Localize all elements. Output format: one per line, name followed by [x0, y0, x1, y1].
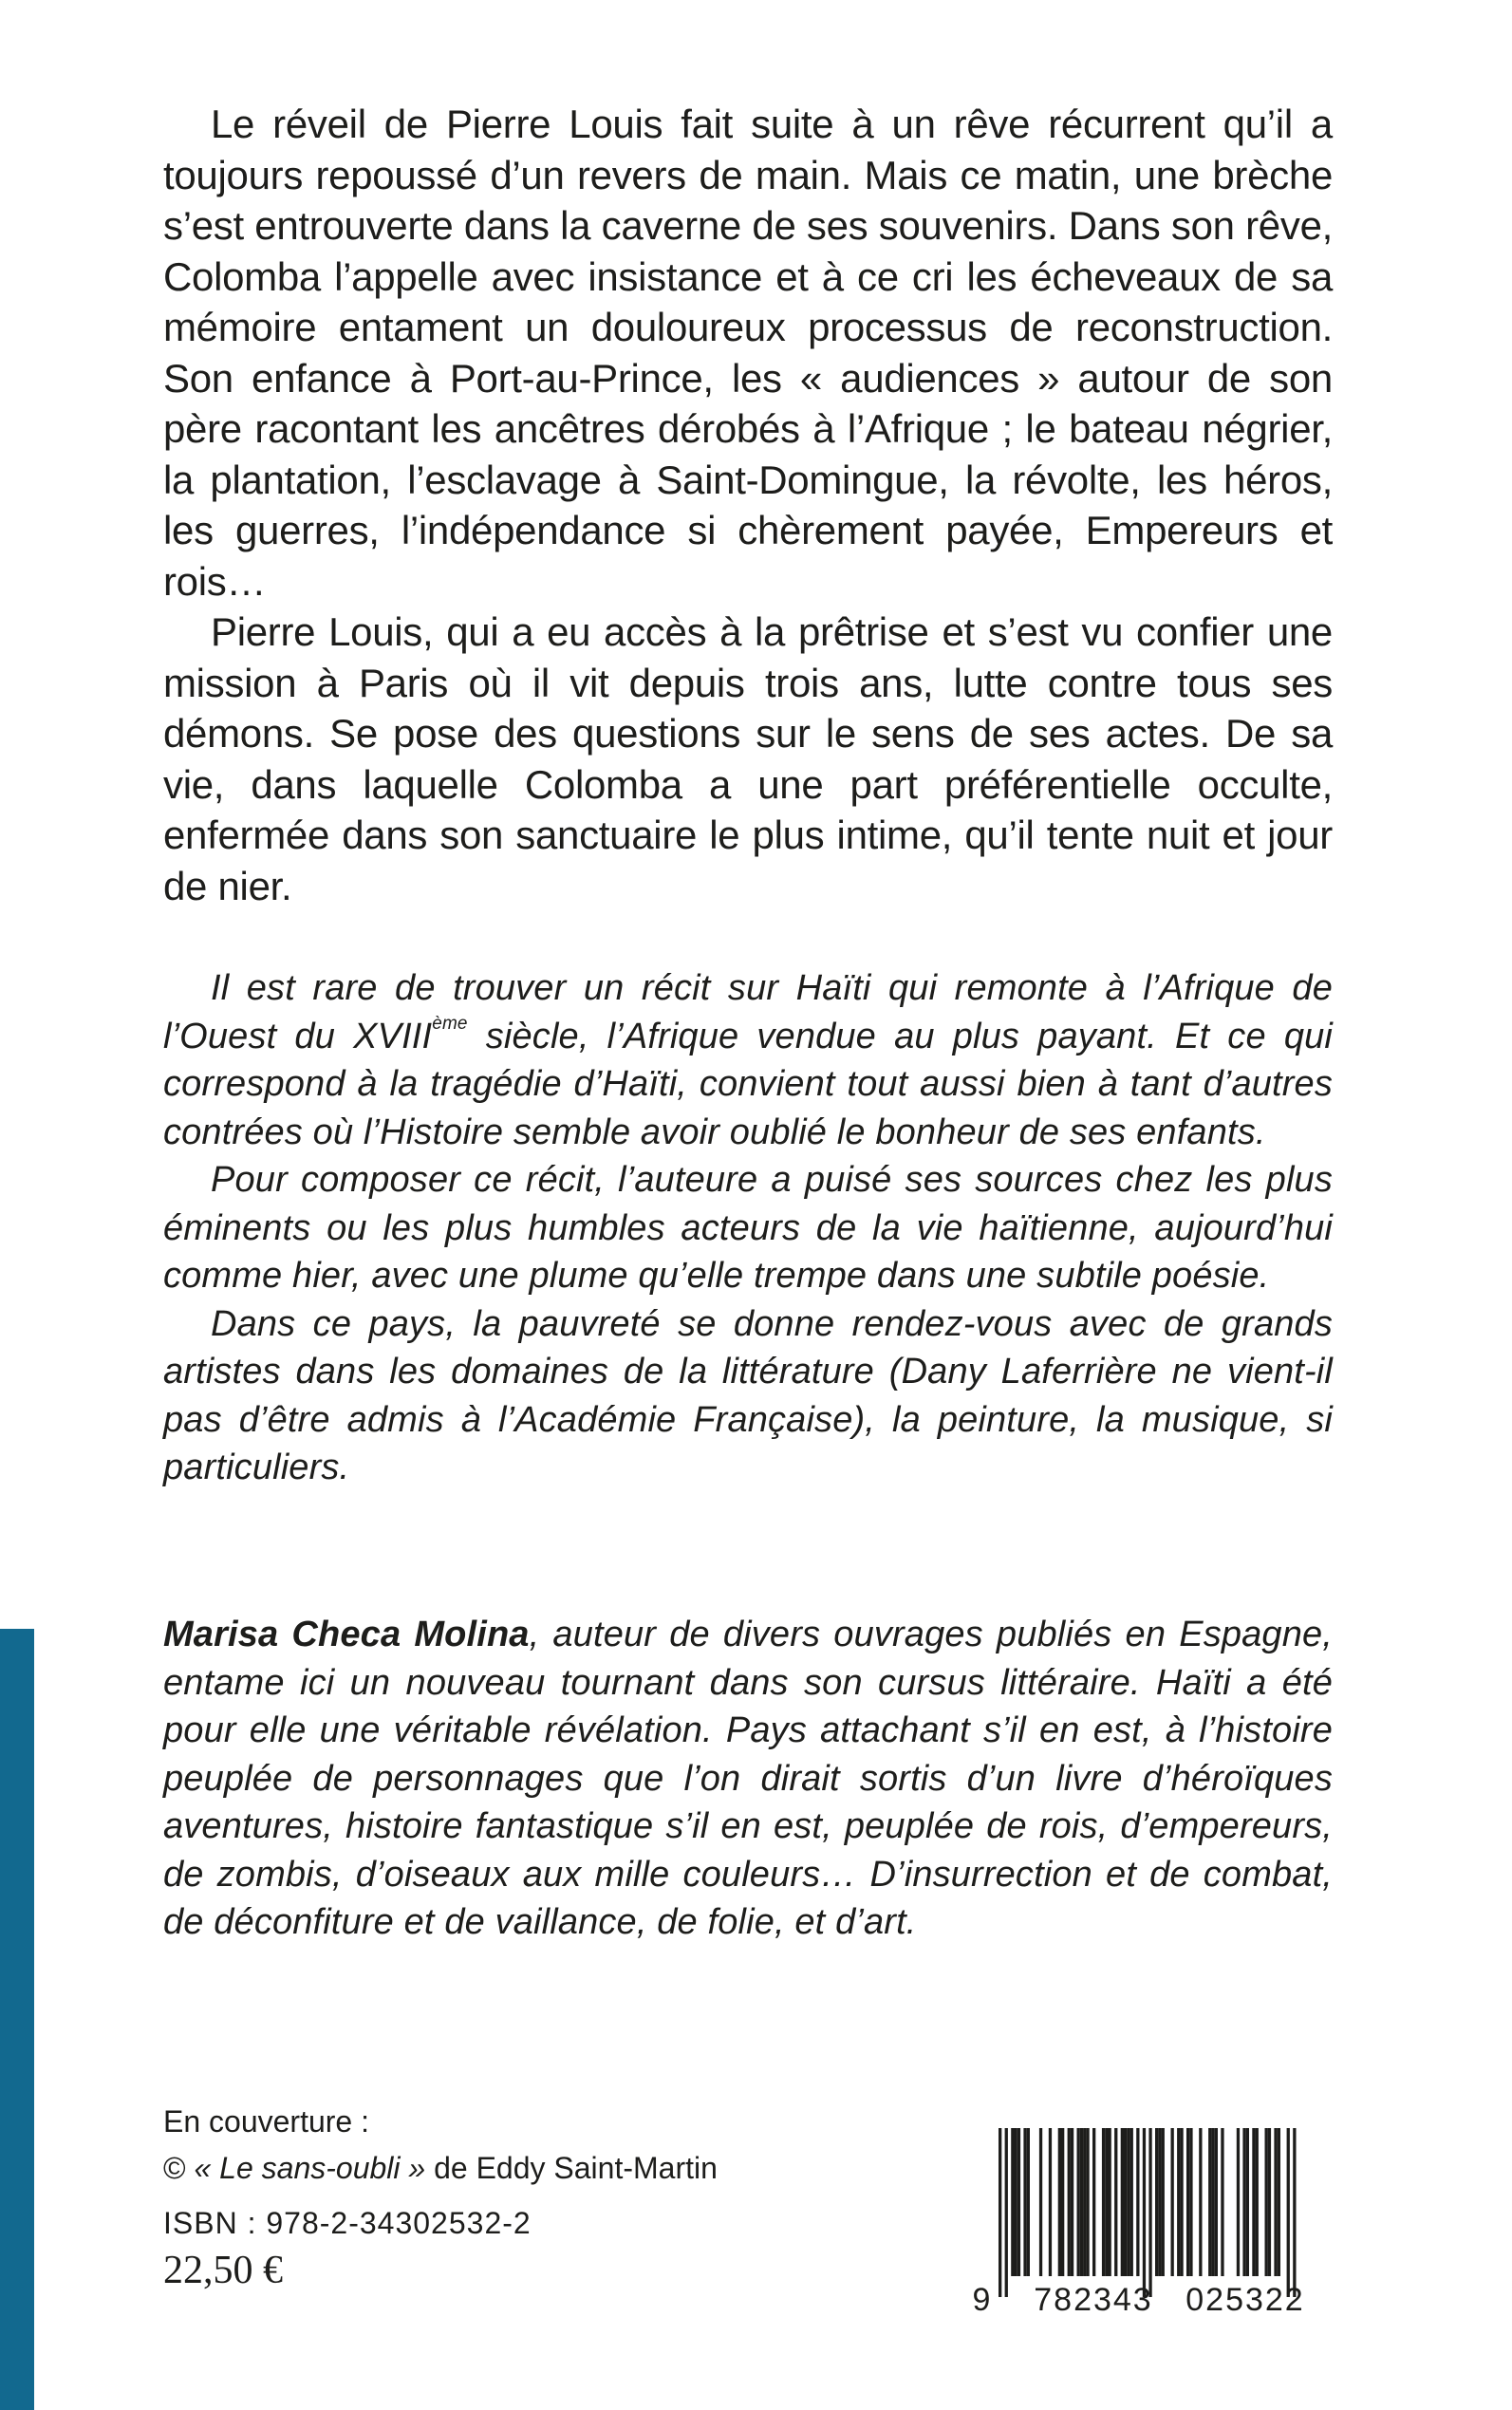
barcode-bar — [1215, 2128, 1218, 2276]
barcode-bar — [1274, 2128, 1277, 2276]
barcode-bar — [1114, 2128, 1117, 2276]
barcode-guard-bar — [999, 2128, 1001, 2297]
barcode-bar — [1180, 2128, 1183, 2276]
isbn: ISBN : 978-2-34302532-2 — [163, 2206, 532, 2240]
barcode-bar — [1102, 2128, 1105, 2276]
bio-text: , auteur de divers ouvrages publiés en Espagne, entame ici un nouveau tournant dans son cursus littéraire. Haïti a été pour elle une véritable révélation. Pays attachant s’il en est, à l’histoire peuplée de personnages que l’on dirait sortis d’un livre d’héroïques aventures, histoire fantastique s’il en est, peuplée de rois, d’empereurs, de zombis, d’oiseaux aux mille couleurs… D’insurrection et de combat, de déconfiture et de vaillance, de folie, et d’art. — [163, 1615, 1333, 1942]
barcode-bar — [1189, 2128, 1192, 2276]
barcode-bar — [1242, 2128, 1245, 2276]
barcode-bar — [1121, 2128, 1124, 2276]
cover-credits — [163, 2099, 718, 2192]
barcode-bar — [1155, 2128, 1158, 2276]
barcode-bar — [1068, 2128, 1071, 2276]
credits-line — [163, 2145, 718, 2192]
barcode-bar — [1015, 2128, 1017, 2276]
barcode-bar — [1208, 2128, 1211, 2276]
barcode-guard-bar — [1293, 2128, 1296, 2297]
barcode-guard-bar — [1287, 2128, 1290, 2297]
barcode-bar — [1124, 2128, 1127, 2276]
barcode-bar — [1252, 2128, 1255, 2276]
barcode-bar — [1027, 2128, 1030, 2276]
barcode-bar — [1077, 2128, 1080, 2276]
barcode-bar — [1199, 2128, 1202, 2276]
barcode-left-digits: 782343 — [1034, 2282, 1153, 2314]
barcode-bar — [1105, 2128, 1108, 2276]
barcode-bar — [1136, 2128, 1139, 2276]
barcode-guard-bar — [1005, 2128, 1008, 2297]
barcode-bar — [1237, 2128, 1240, 2276]
barcode-right-digits: 025322 — [1185, 2282, 1305, 2314]
barcode-bar — [1171, 2128, 1174, 2276]
barcode-bar — [1221, 2128, 1223, 2276]
artwork-title: « Le sans-oubli » — [194, 2151, 426, 2185]
barcode-first-digit: 9 — [972, 2282, 991, 2314]
barcode-bar — [1265, 2128, 1268, 2276]
review-paragraph — [163, 964, 1333, 1156]
barcode-bar — [1023, 2128, 1026, 2276]
barcode-bar — [1086, 2128, 1089, 2276]
barcode-bar — [1130, 2128, 1133, 2276]
barcode-bar — [1061, 2128, 1064, 2276]
barcode-bar — [1017, 2128, 1020, 2276]
barcode-graphic — [964, 2124, 1333, 2314]
review-text: siècle, l’Afrique vendue au plus payant. Et ce qui correspond à la tragédie d’Haïti, convient tout aussi bien à tant d’autres contrées où l’Histoire semble avoir oublié le bonheur de ses enfants. — [163, 1016, 1333, 1152]
synopsis-paragraph: Le réveil de Pierre Louis fait suite à un rêve récurrent qu’il a toujours repoussé d’un revers de main. Mais ce matin, une brèche s’est entrouverte dans la caverne de ses souvenirs. Dans son rêve, Colomba l’appelle avec insistance et à ce cri les écheveaux de sa mémoire entament un douloureux processus de reconstruction. Son enfance à Port-au-Prince, les « audiences » autour de son père racontant les ancêtres dérobés à l’Afrique ; le bateau négrier, la plantation, l’esclavage à Saint-Domingue, la révolte, les héros, les guerres, l’indépendance si chèrement payée, Empereurs et rois… — [163, 102, 1333, 604]
barcode-bar — [1162, 2128, 1165, 2276]
review-paragraph: Pour composer ce récit, l’auteure a puisé ses sources chez les plus éminents ou les plus humbles acteurs de la vie haïtienne, aujourd’hui comme hier, avec une plume qu’elle trempe dans une subtile poésie. — [163, 1160, 1333, 1296]
artist-credit: de Eddy Saint-Martin — [425, 2151, 718, 2185]
review — [163, 964, 1333, 1492]
review-text: Il est rare de trouver un récit sur Haïti qui remonte à l’Afrique de l’Ouest du XVIII — [163, 968, 1333, 1056]
barcode-bar — [1177, 2128, 1180, 2276]
barcode-bar — [1256, 2128, 1259, 2276]
price: 22,50 € — [163, 2249, 283, 2292]
barcode-bar — [1080, 2128, 1083, 2276]
author-name: Marisa Checa Molina — [163, 1615, 530, 1654]
barcode-bar — [1039, 2128, 1042, 2276]
barcode-bar — [1049, 2128, 1052, 2276]
barcode-bar — [1071, 2128, 1073, 2276]
superscript-ordinal: ème — [432, 1013, 468, 1034]
barcode-bar — [1058, 2128, 1061, 2276]
barcode-guard-bar — [1143, 2128, 1146, 2297]
barcode-bar — [1011, 2128, 1014, 2276]
side-color-band — [0, 1629, 34, 2410]
barcode-bar — [1246, 2128, 1249, 2276]
barcode-bar — [1092, 2128, 1095, 2276]
barcode-bar — [1278, 2128, 1280, 2276]
barcode-bar — [1083, 2128, 1086, 2276]
synopsis — [163, 99, 1333, 911]
barcode — [964, 2124, 1333, 2314]
barcode-bar — [1127, 2128, 1129, 2276]
barcode-bar — [1158, 2128, 1161, 2276]
review-paragraph: Dans ce pays, la pauvreté se donne rendez-vous avec de grands artistes dans les domaines de la littérature (Dany Laferrière ne vient-il pas d’être admis à l’Académie Française), la peinture, la musique, si particuliers. — [163, 1303, 1333, 1487]
bio-paragraph — [163, 1611, 1333, 1947]
barcode-bar — [1211, 2128, 1214, 2276]
credits-label: En couverture : — [163, 2104, 369, 2139]
barcode-guard-bar — [1148, 2128, 1151, 2297]
synopsis-paragraph: Pierre Louis, qui a eu accès à la prêtrise et s’est vu confier une mission à Paris où il vit depuis trois ans, lutte contre tous ses démons. Se pose des questions sur le sens de ses actes. De sa vie, dans laquelle Colomba a une part préférentielle occulte, enfermée dans son sanctuaire le plus intime, qu’il tente nuit et jour de nier. — [163, 609, 1333, 908]
barcode-bar — [1186, 2128, 1189, 2276]
copyright-symbol: © — [163, 2151, 195, 2185]
barcode-bar — [1268, 2128, 1271, 2276]
barcode-bar — [1109, 2128, 1111, 2276]
author-bio — [163, 1611, 1333, 1947]
